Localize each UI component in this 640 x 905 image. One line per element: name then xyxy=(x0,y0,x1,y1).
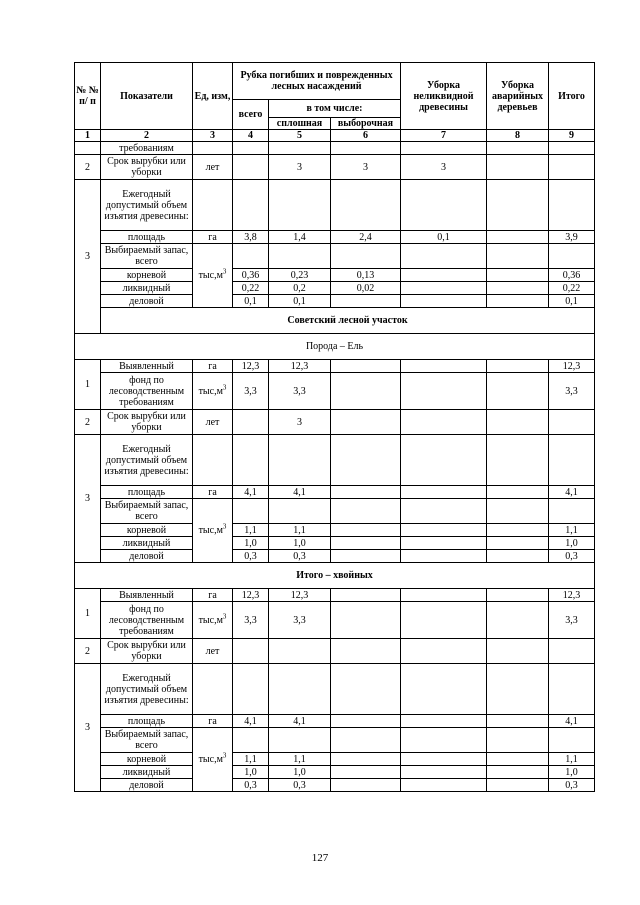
table-row xyxy=(75,180,595,231)
value-cell xyxy=(233,410,269,435)
table-row xyxy=(75,524,595,537)
table-row xyxy=(75,639,595,664)
value-cell xyxy=(401,766,487,779)
value-cell xyxy=(487,766,549,779)
unit-cell: га xyxy=(193,486,233,499)
header-unit: Ед, изм, xyxy=(193,63,233,130)
value-cell: 3,3 xyxy=(233,602,269,639)
value-cell xyxy=(331,753,401,766)
value-cell xyxy=(331,779,401,792)
value-cell xyxy=(401,715,487,728)
value-cell xyxy=(549,155,595,180)
table-row xyxy=(75,360,595,373)
value-cell xyxy=(487,715,549,728)
value-cell: 0,2 xyxy=(269,282,331,295)
value-cell: 0,36 xyxy=(233,269,269,282)
value-cell: 4,1 xyxy=(549,715,595,728)
row-label: площадь xyxy=(101,486,193,499)
col-number: 4 xyxy=(233,130,269,142)
table-row xyxy=(75,499,595,524)
species-title: Порода – Ель xyxy=(75,334,595,360)
col-number: 8 xyxy=(487,130,549,142)
value-cell: 3,8 xyxy=(233,231,269,244)
value-cell xyxy=(487,282,549,295)
unit-cell: $тыс,м^3$ xyxy=(193,373,233,410)
value-cell xyxy=(401,269,487,282)
row-label: Ежегодный допустимый объем изъятия древесины: xyxy=(101,180,193,231)
value-cell xyxy=(401,779,487,792)
col-number: 7 xyxy=(401,130,487,142)
table-row xyxy=(75,295,595,308)
table-row xyxy=(75,142,595,155)
value-cell xyxy=(233,155,269,180)
header-vtom: в том числе: xyxy=(269,100,401,118)
value-cell xyxy=(487,231,549,244)
row-label: корневой xyxy=(101,753,193,766)
value-cell: 1,0 xyxy=(549,766,595,779)
value-cell: 4,1 xyxy=(269,715,331,728)
row-label: Срок вырубки или уборки xyxy=(101,410,193,435)
row-label: требованиям xyxy=(101,142,193,155)
table-row xyxy=(75,435,595,486)
value-cell xyxy=(331,550,401,563)
value-cell: 4,1 xyxy=(233,715,269,728)
row-label: Срок вырубки или уборки xyxy=(101,155,193,180)
value-cell xyxy=(233,639,269,664)
value-cell: 4,1 xyxy=(549,486,595,499)
table-row xyxy=(75,766,595,779)
unit-cell: лет xyxy=(193,410,233,435)
value-cell xyxy=(549,639,595,664)
value-cell xyxy=(401,639,487,664)
value-cell xyxy=(487,295,549,308)
row-label: ликвидный xyxy=(101,282,193,295)
value-cell: 0,1 xyxy=(549,295,595,308)
value-cell: 0,1 xyxy=(401,231,487,244)
row-number: 1 xyxy=(75,360,101,410)
col-number: 5 xyxy=(269,130,331,142)
table-row xyxy=(75,753,595,766)
row-number: 3 xyxy=(75,435,101,563)
value-cell xyxy=(331,602,401,639)
value-cell: 12,3 xyxy=(269,360,331,373)
unit-cell: лет xyxy=(193,155,233,180)
row-label: ликвидный xyxy=(101,766,193,779)
table-row xyxy=(75,715,595,728)
section-title: Советский лесной участок xyxy=(101,308,595,334)
value-cell: 12,3 xyxy=(549,589,595,602)
col-number: 3 xyxy=(193,130,233,142)
header-splosh: сплошная xyxy=(269,118,331,130)
forest-table xyxy=(74,62,595,792)
value-cell: 0,22 xyxy=(233,282,269,295)
value-cell xyxy=(487,537,549,550)
section-row xyxy=(75,563,595,589)
value-cell xyxy=(487,589,549,602)
value-cell: 1,1 xyxy=(269,753,331,766)
row-label: площадь xyxy=(101,715,193,728)
table-row xyxy=(75,728,595,753)
row-label: фонд по лесоводственным требованиям xyxy=(101,373,193,410)
unit-cell: лет xyxy=(193,639,233,664)
col-number: 6 xyxy=(331,130,401,142)
row-label: Выявленный xyxy=(101,589,193,602)
value-cell: 3 xyxy=(269,410,331,435)
value-cell xyxy=(487,373,549,410)
value-cell xyxy=(549,410,595,435)
value-cell: 12,3 xyxy=(233,360,269,373)
value-cell: 4,1 xyxy=(233,486,269,499)
table-row xyxy=(75,231,595,244)
table-row xyxy=(75,373,595,410)
header-rubka: Рубка погибших и поврежденных лесных насаждений xyxy=(233,63,401,100)
value-cell: 0,3 xyxy=(233,779,269,792)
table-row xyxy=(75,589,595,602)
row-label: площадь xyxy=(101,231,193,244)
unit-cell: $тыс,м^3$ xyxy=(193,602,233,639)
header-itogo: Итого xyxy=(549,63,595,130)
value-cell: 0,23 xyxy=(269,269,331,282)
table-row xyxy=(75,244,595,269)
unit-cell: $тыс,м^3$ xyxy=(193,244,233,308)
section-row xyxy=(75,308,595,334)
row-label: Выявленный xyxy=(101,360,193,373)
value-cell xyxy=(487,639,549,664)
page-number: 127 xyxy=(311,852,329,864)
value-cell: 0,1 xyxy=(269,295,331,308)
table-row xyxy=(75,155,595,180)
table-row xyxy=(75,602,595,639)
value-cell: 0,3 xyxy=(269,550,331,563)
value-cell: 0,3 xyxy=(269,779,331,792)
value-cell: 3,3 xyxy=(549,373,595,410)
header-vybor: выборочная xyxy=(331,118,401,130)
value-cell xyxy=(331,524,401,537)
value-cell: 1,0 xyxy=(269,537,331,550)
header-num: № № п/ п xyxy=(75,63,101,130)
table-row xyxy=(75,537,595,550)
value-cell: 3 xyxy=(269,155,331,180)
value-cell: 1,4 xyxy=(269,231,331,244)
value-cell xyxy=(401,550,487,563)
value-cell xyxy=(487,155,549,180)
value-cell: 3 xyxy=(331,155,401,180)
value-cell: 2,4 xyxy=(331,231,401,244)
value-cell: 12,3 xyxy=(233,589,269,602)
value-cell xyxy=(401,589,487,602)
row-label: корневой xyxy=(101,269,193,282)
value-cell: 3,9 xyxy=(549,231,595,244)
value-cell xyxy=(487,410,549,435)
row-label: Выбираемый запас, всего xyxy=(101,728,193,753)
value-cell: 0,02 xyxy=(331,282,401,295)
value-cell xyxy=(487,486,549,499)
value-cell: 0,3 xyxy=(549,779,595,792)
value-cell xyxy=(269,639,331,664)
value-cell xyxy=(487,269,549,282)
value-cell xyxy=(331,295,401,308)
row-label: фонд по лесоводственным требованиям xyxy=(101,602,193,639)
header-vsego: всего xyxy=(233,100,269,130)
table-row xyxy=(75,486,595,499)
row-label: Ежегодный допустимый объем изъятия древесины: xyxy=(101,664,193,715)
col-number: 9 xyxy=(549,130,595,142)
value-cell: 0,3 xyxy=(549,550,595,563)
unit-cell: $тыс,м^3$ xyxy=(193,728,233,792)
value-cell: 0,1 xyxy=(233,295,269,308)
row-number: 2 xyxy=(75,410,101,435)
value-cell: 1,0 xyxy=(233,766,269,779)
value-cell: 0,22 xyxy=(549,282,595,295)
table-row xyxy=(75,664,595,715)
unit-cell: га xyxy=(193,715,233,728)
row-label: деловой xyxy=(101,295,193,308)
row-number: 3 xyxy=(75,664,101,792)
value-cell xyxy=(331,766,401,779)
value-cell xyxy=(331,537,401,550)
row-label: Выбираемый запас, всего xyxy=(101,499,193,524)
header-avar: Уборка аварийных деревьев xyxy=(487,63,549,130)
row-label: Выбираемый запас, всего xyxy=(101,244,193,269)
row-label: ликвидный xyxy=(101,537,193,550)
section-row xyxy=(75,334,595,360)
value-cell: 1,1 xyxy=(269,524,331,537)
unit-cell: га xyxy=(193,589,233,602)
value-cell xyxy=(401,295,487,308)
value-cell: 1,0 xyxy=(233,537,269,550)
value-cell xyxy=(331,373,401,410)
row-number: 3 xyxy=(75,180,101,334)
value-cell: 1,1 xyxy=(233,524,269,537)
table-row xyxy=(75,269,595,282)
unit-cell: га xyxy=(193,231,233,244)
row-label: корневой xyxy=(101,524,193,537)
value-cell: 1,1 xyxy=(549,524,595,537)
value-cell xyxy=(401,524,487,537)
row-label: Ежегодный допустимый объем изъятия древесины: xyxy=(101,435,193,486)
row-number: 2 xyxy=(75,155,101,180)
value-cell xyxy=(331,715,401,728)
value-cell xyxy=(331,589,401,602)
section-title: Итого – хвойных xyxy=(75,563,595,589)
value-cell: 3,3 xyxy=(269,373,331,410)
table-row xyxy=(75,550,595,563)
value-cell xyxy=(401,410,487,435)
value-cell xyxy=(401,602,487,639)
value-cell xyxy=(401,373,487,410)
row-label: деловой xyxy=(101,779,193,792)
header-indicators: Показатели xyxy=(101,63,193,130)
value-cell: 1,0 xyxy=(269,766,331,779)
value-cell xyxy=(401,753,487,766)
row-label: деловой xyxy=(101,550,193,563)
row-number: 2 xyxy=(75,639,101,664)
value-cell: 3,3 xyxy=(269,602,331,639)
value-cell: 0,36 xyxy=(549,269,595,282)
col-number: 1 xyxy=(75,130,101,142)
value-cell xyxy=(487,779,549,792)
value-cell: 0,3 xyxy=(233,550,269,563)
value-cell xyxy=(401,282,487,295)
value-cell: 12,3 xyxy=(549,360,595,373)
value-cell xyxy=(331,639,401,664)
table-row xyxy=(75,282,595,295)
value-cell xyxy=(487,753,549,766)
value-cell xyxy=(487,602,549,639)
value-cell: 1,1 xyxy=(233,753,269,766)
value-cell xyxy=(401,537,487,550)
value-cell xyxy=(401,360,487,373)
value-cell: 12,3 xyxy=(269,589,331,602)
value-cell: 4,1 xyxy=(269,486,331,499)
value-cell xyxy=(487,360,549,373)
col-number: 2 xyxy=(101,130,193,142)
table-row xyxy=(75,410,595,435)
value-cell xyxy=(331,486,401,499)
unit-cell: га xyxy=(193,360,233,373)
value-cell xyxy=(401,486,487,499)
value-cell xyxy=(487,550,549,563)
value-cell: 0,13 xyxy=(331,269,401,282)
value-cell: 3 xyxy=(401,155,487,180)
table-row xyxy=(75,779,595,792)
value-cell xyxy=(487,524,549,537)
unit-cell: $тыс,м^3$ xyxy=(193,499,233,563)
value-cell xyxy=(331,360,401,373)
value-cell: 3,3 xyxy=(233,373,269,410)
value-cell: 1,0 xyxy=(549,537,595,550)
value-cell: 3,3 xyxy=(549,602,595,639)
row-number: 1 xyxy=(75,589,101,639)
value-cell: 1,1 xyxy=(549,753,595,766)
header-nelikv: Уборка неликвидной древесины xyxy=(401,63,487,130)
row-label: Срок вырубки или уборки xyxy=(101,639,193,664)
value-cell xyxy=(331,410,401,435)
